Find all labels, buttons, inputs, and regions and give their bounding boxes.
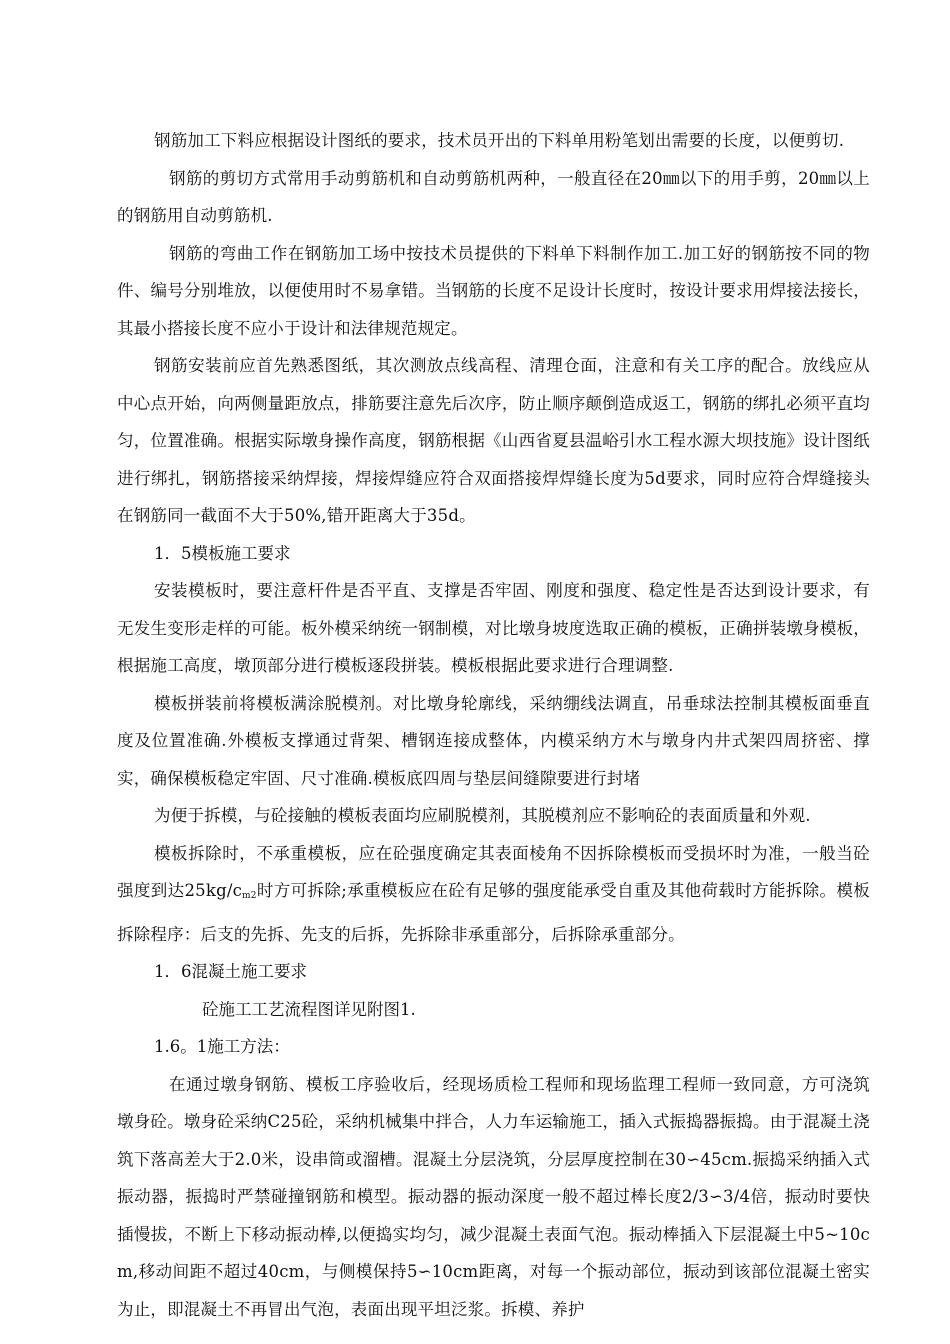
formwork-removal-text-a: 模板拆除时，不承重模板，应在砼强度确定其表面棱角不因拆除模板而受损坏时为准，一般当砼强度到达25kg/c (117, 843, 870, 900)
paragraph-rebar-installation: 钢筋安装前应首先熟悉图纸，其次测放点线高程、清理仓面，注意和有关工序的配合。放线应从中心点开始，向两侧量距放点，排筋要注意先后次序，防止顺序颠倒造成返工，钢筋的绑扎必须平直均匀，位置准确。根据实际墩身操作高度，钢筋根据《山西省夏县温峪引水工程水源大坝技施》设计图纸进行绑扎，钢筋搭接采纳焊接，焊接焊缝应符合双面搭接焊焊缝长度为5d要求，同时应符合焊缝接头在钢筋同一截面不大于50%,错开距离大于35d。 (117, 356, 870, 525)
paragraph-rebar-shearing: 钢筋的剪切方式常用手动剪筋机和自动剪筋机两种，一般直径在20㎜以下的用手剪，20㎜以上的钢筋用自动剪筋机. (117, 168, 870, 225)
paragraph-rebar-bending: 钢筋的弯曲工作在钢筋加工场中按技术员提供的下料单下料制作加工.加工好的钢筋按不同的物件、编号分别堆放，以便使用时不易拿错。当钢筋的长度不足设计长度时，按设计要求用焊接法接长，其最小搭接长度不应小于设计和法律规范规定。 (117, 243, 870, 338)
document-body (117, 122, 870, 1328)
formwork-removal-text-b: 时方可拆除;承重模板应在砼有足够的强度能承受自重及其他荷载时方能拆除。模板拆除程序：后支的先拆、先支的后拆，先拆除非承重部分，后拆除承重部分。 (117, 881, 870, 944)
subsection-heading-method: 1.6。1施工方法： (154, 1037, 290, 1056)
flowchart-reference: 砼施工工艺流程图详见附图1. (202, 999, 416, 1019)
unit-subscript: m2 (242, 891, 257, 901)
section-heading-formwork: 1．5模板施工要求 (154, 543, 291, 563)
paragraph-formwork-assembly: 模板拼装前将模板满涂脱模剂。对比墩身轮廓线，采纳绷线法调直，吊垂球法控制其模板面垂直度及位置准确.外模板支撑通过背架、槽钢连接成整体，内模采纳方木与墩身内井式架四周挤密、撑实，确保模板稳定牢固、尺寸准确.模板底四周与垫层间缝隙要进行封堵 (117, 693, 870, 788)
paragraph-construction-method: 在通过墩身钢筋、模板工序验收后，经现场质检工程师和现场监理工程师一致同意，方可浇筑墩身砼。墩身砼采纳C25砼，采纳机械集中拌合，人力车运输施工，插入式振捣器振捣。由于混凝土浇筑下落高差大于2.0米，设串筒或溜槽。混凝土分层浇筑，分层厚度控制在30∽45cm.振捣采纳插入式振动器，振捣时严禁碰撞钢筋和模型。振动器的振动深度一般不超过棒长度2/3∽3/4倍，振动时要快插慢拔，不断上下移动振动棒,以便捣实均匀，减少混凝土表面气泡。振动棒插入下层混凝土中5~10cm,移动间距不超过40cm，与侧模保持5∽10cm距离，对每一个振动部位，振动到该部位混凝土密实为止，即混凝土不再冒出气泡，表面出现平坦泛浆。拆模、养护 (117, 1074, 870, 1319)
paragraph-formwork-removal (117, 835, 870, 954)
section-heading-concrete: 1．6混凝土施工要求 (154, 962, 307, 981)
paragraph-release-agent: 为便于拆模，与砼接触的模板表面均应刷脱模剂，其脱模剂应不影响砼的表面质量和外观. (154, 806, 811, 825)
paragraph-rebar-cutting: 钢筋加工下料应根据设计图纸的要求，技术员开出的下料单用粉笔划出需要的长度，以便剪切. (154, 131, 845, 150)
paragraph-formwork-install: 安装模板时，要注意杆件是否平直、支撑是否牢固、刚度和强度、稳定性是否达到设计要求，有无发生变形走样的可能。板外模采纳统一钢制模，对比墩身坡度选取正确的模板，正确拼装墩身模板，根据施工高度，墩顶部分进行模板逐段拼装。模板根据此要求进行合理调整. (117, 581, 870, 675)
